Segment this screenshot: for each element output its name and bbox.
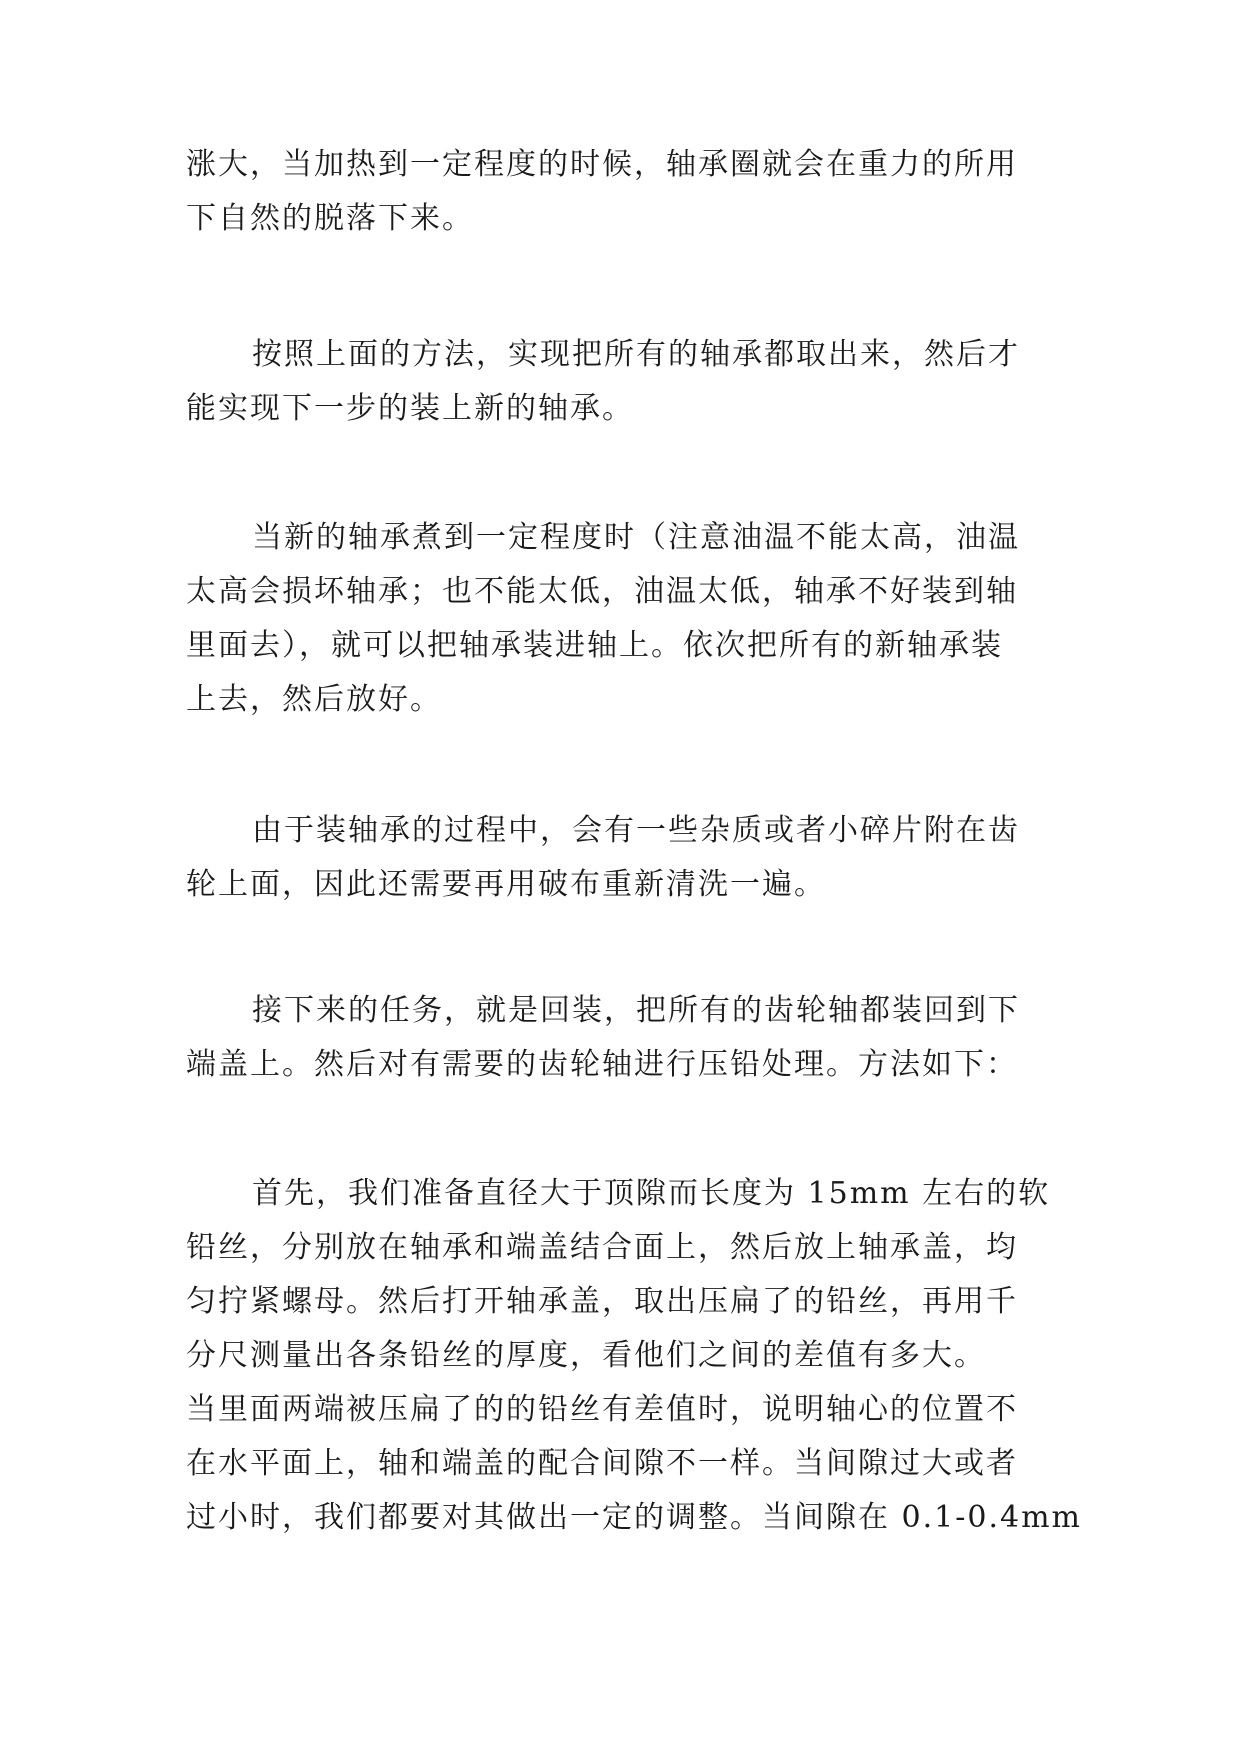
paragraph-3-line-3: 里面去），就可以把轴承装进轴上。依次把所有的新轴承装: [186, 628, 1003, 663]
paragraph-6-line-3: 匀拧紧螺母。然后打开轴承盖，取出压扁了的铅丝，再用千: [186, 1284, 1018, 1319]
paragraph-4-line-2: 轮上面，因此还需要再用破布重新清洗一遍。: [186, 867, 826, 902]
paragraph-6-line-6: 在水平面上，轴和端盖的配合间隙不一样。当间隙过大或者: [186, 1446, 1018, 1481]
paragraph-5-line-1: 接下来的任务，就是回装，把所有的齿轮轴都装回到下: [252, 993, 1020, 1028]
paragraph-6-line-5: 当里面两端被压扁了的的铅丝有差值时，说明轴心的位置不: [186, 1392, 1018, 1427]
paragraph-2-line-1: 按照上面的方法，实现把所有的轴承都取出来，然后才: [252, 337, 1020, 372]
paragraph-6-line-1: 首先，我们准备直径大于顶隙而长度为 15mm 左右的软: [252, 1176, 1051, 1211]
paragraph-3-line-1: 当新的轴承煮到一定程度时（注意油温不能太高，油温: [252, 520, 1020, 555]
paragraph-2-line-2: 能实现下一步的装上新的轴承。: [186, 391, 634, 426]
paragraph-1-line-1: 涨大，当加热到一定程度的时候，轴承圈就会在重力的所用: [186, 147, 1018, 182]
paragraph-4-line-1: 由于装轴承的过程中，会有一些杂质或者小碎片附在齿: [252, 813, 1020, 848]
paragraph-6-line-7: 过小时，我们都要对其做出一定的调整。当间隙在 0.1-0.4mm: [186, 1500, 1082, 1535]
paragraph-6-line-2: 铅丝，分别放在轴承和端盖结合面上，然后放上轴承盖，均: [186, 1230, 1018, 1265]
paragraph-3-line-4: 上去，然后放好。: [186, 682, 442, 717]
paragraph-1-line-2: 下自然的脱落下来。: [186, 201, 474, 236]
paragraph-3-line-2: 太高会损坏轴承；也不能太低，油温太低，轴承不好装到轴: [186, 574, 1018, 609]
paragraph-5-line-2: 端盖上。然后对有需要的齿轮轴进行压铅处理。方法如下：: [186, 1047, 1018, 1082]
paragraph-6-line-4: 分尺测量出各条铅丝的厚度，看他们之间的差值有多大。: [186, 1338, 986, 1373]
